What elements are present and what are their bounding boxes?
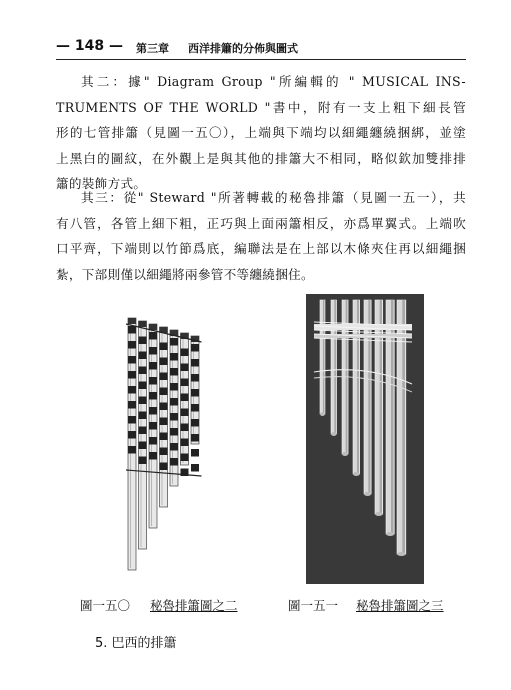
paragraph-1-line: TRUMENTS OF THE WORLD "書中，附有一支上粗下細長管 bbox=[56, 99, 466, 115]
figure-151-pipe-node bbox=[397, 552, 406, 556]
figure-150-pattern-cell bbox=[149, 437, 157, 445]
paragraph-2-line: 口平齊，下端則以竹節爲底，編聯法是在上部以木條夾住再以細繩捆 bbox=[56, 241, 466, 256]
figure-150-pattern-cell bbox=[149, 377, 157, 385]
figure-150-pattern-cell bbox=[139, 352, 147, 360]
figure-150-pattern-cell bbox=[181, 379, 189, 387]
paragraph-1-line: 形的七管排簫（見圖一五〇），上端與下端均以細繩纏繞捆綁，並塗 bbox=[56, 125, 466, 140]
figure-150-pattern-cell bbox=[139, 427, 147, 435]
figure-150-pattern-cell bbox=[149, 392, 157, 400]
figure-150-pattern-cell bbox=[181, 364, 189, 372]
figure-150-pattern-cell bbox=[170, 368, 178, 376]
figure-150-pattern-cell bbox=[128, 401, 136, 409]
figure-150-pattern-cell bbox=[139, 337, 147, 345]
figure-150-pattern-cell bbox=[170, 338, 178, 346]
figure-150-panpipe-image bbox=[108, 308, 216, 576]
figure-150-pattern-cell bbox=[170, 398, 178, 406]
figure-150-pattern-cell bbox=[149, 362, 157, 370]
figure-150-pattern-cell bbox=[170, 443, 178, 451]
header-rule bbox=[56, 59, 466, 60]
figure-150-pattern-cell bbox=[191, 374, 199, 382]
figure-150-pattern-cell bbox=[191, 404, 199, 412]
figure-150-pattern-cell bbox=[128, 326, 136, 334]
figure-151-pipe-node bbox=[364, 492, 371, 496]
figure-150-pattern-cell bbox=[191, 449, 199, 457]
figure-150-pattern-cell bbox=[139, 412, 147, 420]
figure-150-pattern-cell bbox=[191, 464, 199, 472]
figure-150-pattern-cell bbox=[128, 431, 136, 439]
figure-150-pipe-cap bbox=[128, 318, 136, 324]
figure-150-pattern-cell bbox=[160, 418, 168, 426]
figure-150-pattern-cell bbox=[181, 394, 189, 402]
figure-150-pattern-cell bbox=[149, 422, 157, 430]
figure-151-pipe-shadow bbox=[323, 300, 325, 414]
figure-151-pipe-shadow bbox=[334, 300, 336, 434]
figure-150-pattern-cell bbox=[160, 373, 168, 381]
figure-150-pattern-cell bbox=[128, 386, 136, 394]
paragraph-2-line: 其三：從" Steward "所著轉載的秘魯排簫（見圖一五一），共 bbox=[81, 190, 466, 205]
figure-150-pattern-cell bbox=[128, 356, 136, 364]
figure-150-pattern-cell bbox=[128, 371, 136, 379]
figure-150-pattern-cell bbox=[170, 413, 178, 421]
figure-150-pattern-cell bbox=[139, 442, 147, 450]
figure-150-pattern-cell bbox=[181, 424, 189, 432]
figure-151-pipe-node bbox=[320, 412, 325, 416]
paragraph-1-line: 簫的裝飾方式。 bbox=[56, 176, 147, 191]
figure-151-pipe-node bbox=[331, 432, 337, 436]
figure-150-pattern-cell bbox=[160, 358, 168, 366]
figure-150-number: 圖一五〇 bbox=[80, 598, 131, 613]
figure-150-pattern-cell bbox=[149, 407, 157, 415]
figure-150-pattern-cell bbox=[160, 403, 168, 411]
page-number: — 148 — bbox=[56, 38, 123, 54]
paragraph-1-line: 上黑白的圖紋，在外觀上是與其他的排簫大不相同，略似欽加雙排排 bbox=[56, 150, 466, 166]
figure-150-pattern-cell bbox=[181, 454, 189, 462]
paragraph-2-line: 紮，下部則僅以細繩將兩參管不等纏繞捆住。 bbox=[56, 266, 314, 282]
figure-150-caption: 秘魯排簫圖之二 bbox=[150, 598, 238, 613]
figure-150-pattern-cell bbox=[181, 409, 189, 417]
figure-150-pattern-cell bbox=[191, 359, 199, 367]
figure-150-pattern-cell bbox=[191, 434, 199, 442]
paragraph-1-line: 其二：據" Diagram Group "所編輯的 " MUSICAL INS- bbox=[81, 74, 466, 89]
figure-150-pattern-cell bbox=[191, 389, 199, 397]
figure-150-pattern-cell bbox=[139, 367, 147, 375]
figure-150-pattern-cell bbox=[191, 419, 199, 427]
figure-151-panpipe-photo bbox=[306, 294, 424, 584]
figure-151-pipe-node bbox=[386, 532, 394, 536]
section-heading: 5. 巴西的排簫 bbox=[95, 636, 177, 651]
paragraph-2 bbox=[56, 185, 466, 287]
figure-150-pattern-cell bbox=[160, 388, 168, 396]
figure-150-pattern-cell bbox=[170, 383, 178, 391]
figure-150-pattern-cell bbox=[128, 416, 136, 424]
figure-151-number: 圖一五一 bbox=[288, 598, 339, 613]
figure-150-pattern-cell bbox=[139, 382, 147, 390]
figure-150-pattern-cell bbox=[181, 439, 189, 447]
figure-151-caption: 秘魯排簫圖之三 bbox=[356, 598, 444, 613]
paragraph-1 bbox=[56, 69, 466, 197]
figure-150-pattern-cell bbox=[139, 397, 147, 405]
figure-150-pipe bbox=[160, 327, 168, 507]
figure-150-pattern-cell bbox=[181, 349, 189, 357]
figure-150-pattern-cell bbox=[160, 433, 168, 441]
figure-150-pipe-cap bbox=[139, 321, 147, 327]
figure-151-pipe-node bbox=[342, 452, 348, 456]
figure-150-pattern-cell bbox=[160, 463, 168, 471]
figure-150-pattern-cell bbox=[170, 353, 178, 361]
figure-151-pipe-node bbox=[353, 472, 360, 476]
figure-150-pattern-cell bbox=[160, 343, 168, 351]
figure-150-pattern-cell bbox=[128, 341, 136, 349]
figure-150-pattern-cell bbox=[170, 428, 178, 436]
figure-151-pipe-node bbox=[375, 512, 383, 516]
figure-150-pipe-cap bbox=[149, 324, 157, 330]
figure-150-pattern-cell bbox=[160, 448, 168, 456]
figure-150-pattern-cell bbox=[128, 446, 136, 454]
page-header bbox=[56, 38, 466, 58]
figure-151-pipe-shadow bbox=[380, 300, 382, 514]
figure-150-pattern-cell bbox=[191, 344, 199, 352]
figure-150-pattern-cell bbox=[170, 458, 178, 466]
figure-150-pipe bbox=[128, 318, 136, 570]
figure-150-pattern-cell bbox=[139, 457, 147, 465]
paragraph-2-line: 有八管，各管上細下粗，正巧與上面兩簫相反，亦爲單翼式。上端吹 bbox=[56, 215, 466, 231]
figure-150-pattern-cell bbox=[149, 332, 157, 340]
figure-150-pattern-cell bbox=[149, 347, 157, 355]
chapter-title: 西洋排簫的分佈與圖式 bbox=[188, 42, 298, 55]
chapter-label: 第三章 bbox=[136, 42, 169, 55]
figure-150-pattern-cell bbox=[149, 452, 157, 460]
